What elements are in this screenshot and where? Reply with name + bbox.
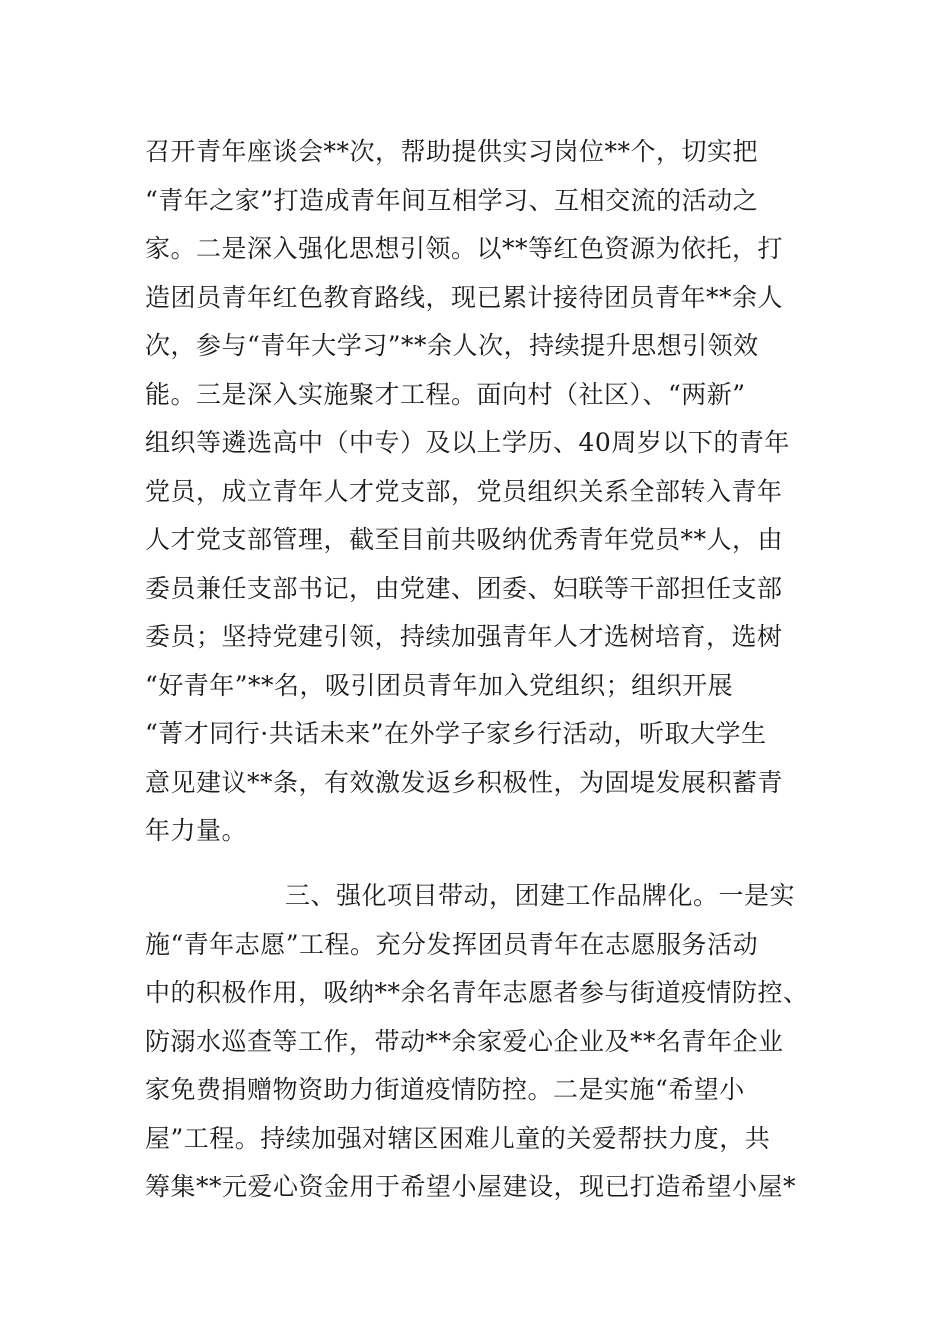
text-line: 意见建议**条，有效激发返乡积极性，为固堤发展积蓄青 xyxy=(145,767,784,797)
text-line: 年力量。 xyxy=(145,816,248,845)
text-line: 造团员青年红色教育路线，现已累计接待团员青年**余人 xyxy=(145,282,784,312)
text-line: 委员；坚持党建引领，持续加强青年人才选树培育，选树 xyxy=(145,622,783,651)
text-line: 次，参与“青年大学习”**余人次，持续提升思想引领效 xyxy=(145,331,759,360)
text-line: 屋”工程。持续加强对辖区困难儿童的关爱帮扶力度，共 xyxy=(145,1123,771,1153)
text-line: 筹集**元爱心资金用于希望小屋建设，现已打造希望小屋* xyxy=(145,1172,797,1201)
text-line: 召开青年座谈会**次，帮助提供实习岗位**个，切实把 xyxy=(145,137,759,166)
text-line: 组织等遴选高中（中专）及以上学历、40周岁以下的青年 xyxy=(145,428,790,457)
text-line: “青年之家”打造成青年间互相学习、互相交流的活动之 xyxy=(145,185,759,215)
text-line: 施“青年志愿”工程。充分发挥团员青年在志愿服务活动 xyxy=(145,929,759,959)
text-line: 家免费捐赠物资助力街道疫情防控。二是实施“希望小 xyxy=(145,1075,745,1104)
text-line: 党员，成立青年人才党支部，党员组织关系全部转入青年 xyxy=(145,476,783,506)
text-line: 中的积极作用，吸纳**余名青年志愿者参与街道疫情防控、 xyxy=(145,978,809,1007)
section-heading-line: 三、强化项目带动，团建工作品牌化。一是实 xyxy=(285,881,796,910)
text-line: 人才党支部管理，截至目前共吸纳优秀青年党员**人，由 xyxy=(145,525,784,554)
text-line: “菁才同行·共话未来”在外学子家乡行活动，听取大学生 xyxy=(145,719,767,748)
section-three-paragraph xyxy=(145,872,825,1212)
paragraph-continued xyxy=(145,128,825,856)
text-line: 委员兼任支部书记，由党建、团委、妇联等干部担任支部 xyxy=(145,573,783,603)
text-line: “好青年”**名，吸引团员青年加入党组织；组织开展 xyxy=(145,670,734,700)
text-line: 家。二是深入强化思想引领。以**等红色资源为依托，打 xyxy=(145,234,784,263)
text-line: 防溺水巡查等工作，带动**余家爱心企业及**名青年企业 xyxy=(145,1026,784,1056)
text-line: 能。三是深入实施聚才工程。面向村（社区）、“两新” xyxy=(145,379,746,409)
